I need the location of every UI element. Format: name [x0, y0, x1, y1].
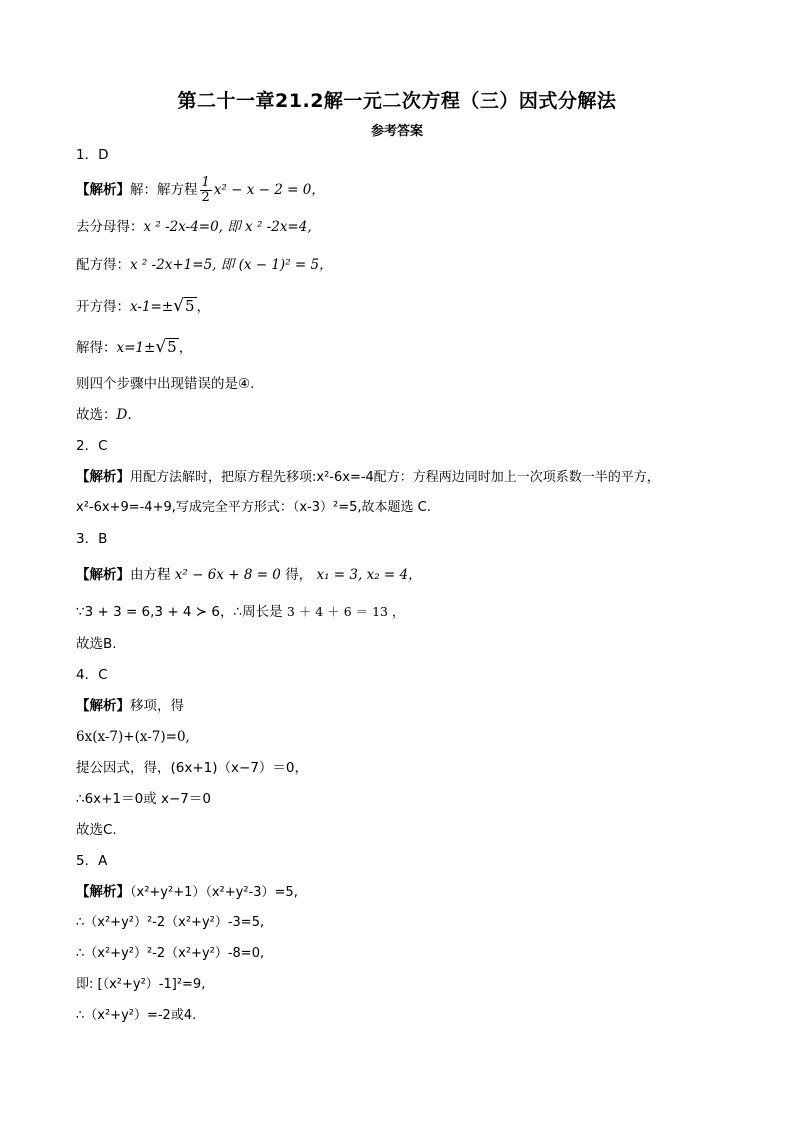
q1-step4: [76, 338, 192, 357]
q1-step4-label: 解得：: [76, 340, 117, 356]
q5-line2: ∴（x²+y²）²-2（x²+y²）-3=5,: [76, 915, 265, 930]
q3-line1-b: 得，: [285, 567, 313, 583]
q2-line1: [76, 468, 660, 487]
q3-analysis-label: 【解析】: [76, 567, 130, 583]
q4-answer: 4．C: [76, 667, 108, 683]
q3-perimeter: 3 ＋ 4 ＋ 6 ＝ 13 ，: [286, 604, 405, 619]
q5-line4: 即: [（x²+y²）-1]²=9,: [76, 977, 206, 992]
sqrt-icon: √: [155, 337, 167, 357]
q1-step3-label: 开方得：: [76, 299, 130, 315]
q2-analysis-label: 【解析】: [76, 469, 130, 485]
q1-step4-radicand: 5: [167, 338, 177, 356]
q2-text1: 用配方法解时，把原方程先移项:x²-6x=-4配方：方程两边同时加上一次项系数一半的平方，: [130, 470, 660, 485]
q1-step2-label: 配方得：: [76, 257, 130, 273]
q1-step4-text: x=1±: [116, 340, 156, 356]
q1-choice-end: .: [127, 407, 132, 423]
q1-answer: 1．D: [76, 147, 109, 163]
q1-step2-text: x ² -2x+1=5, 即: [130, 257, 235, 273]
page-subtitle: 参考答案: [370, 124, 423, 139]
q3-conclusion: 故选B.: [76, 636, 117, 652]
q1-step1: [76, 218, 312, 236]
q5-line5: ∴（x²+y²）=-2或4.: [76, 1008, 197, 1023]
q4-line4: ∴6x+1＝0或 x−7＝0: [76, 791, 211, 807]
q1-analysis-line: [76, 176, 325, 205]
q1-step3-text: x-1=±: [130, 299, 174, 315]
q3-line2: [76, 603, 404, 621]
q3-equation: x² − 6x + 8 = 0: [174, 567, 281, 583]
q3-line1-a: 由方程: [130, 567, 171, 583]
q1-step4-end: ，: [178, 340, 193, 356]
q1-fraction: [200, 176, 212, 205]
q1-step3: [76, 297, 210, 316]
q4-line2: 6x(x-7)+(x-7)=0,: [76, 729, 190, 745]
q1-frac-num: 1: [201, 175, 210, 190]
q5-line1: [76, 883, 298, 902]
q1-choice-label: 故选：: [76, 407, 117, 423]
sqrt-icon: √: [173, 296, 184, 316]
q3-line1: [76, 566, 422, 584]
q1-equation: x² − x − 2 = 0，: [213, 182, 325, 198]
q5-line3: ∴（x²+y²）²-2（x²+y²）-8=0,: [76, 946, 265, 961]
q1-frac-den: 2: [201, 190, 210, 205]
q3-answer: 3．B: [76, 531, 108, 547]
q5-answer: 5．A: [76, 853, 108, 869]
q1-step3-radicand: 5: [185, 297, 195, 315]
q5-analysis-label: 【解析】: [76, 884, 130, 900]
q4-line1: [76, 697, 184, 715]
page-title: 第二十一章21.2解一元二次方程（三）因式分解法: [177, 90, 617, 112]
q1-step1-label: 去分母得：: [76, 219, 144, 235]
q3-roots: x₁ = 3, x₂ = 4，: [316, 567, 422, 583]
q4-conclusion: 故选C.: [76, 822, 117, 838]
q1-intro: 解：解方程: [130, 182, 198, 198]
q1-step1-text: x ² -2x-4=0, 即 x ² -2x=4,: [143, 219, 312, 235]
q3-line2-a: ∵3 + 3 = 6,3 + 4 ≻ 6，∴周长是: [76, 604, 283, 620]
q1-step2-formula: (x − 1)² = 5，: [238, 257, 333, 273]
q1-choice: [76, 406, 132, 424]
q5-text1: （x²+y²+1）（x²+y²-3）=5,: [130, 885, 298, 900]
q1-step3-end: ，: [196, 299, 211, 315]
q4-text1: 移项，得: [130, 698, 184, 714]
q1-choice-value: D: [116, 407, 128, 423]
q1-conclusion: 则四个步骤中出现错误的是④.: [76, 376, 255, 392]
q2-line2: x²-6x+9=-4+9,写成完全平方形式：（x-3）²=5,故本题选 C.: [76, 500, 431, 515]
q1-analysis-label: 【解析】: [76, 182, 130, 198]
q2-answer: 2．C: [76, 438, 108, 454]
q1-step2: [76, 256, 333, 274]
q4-analysis-label: 【解析】: [76, 698, 130, 714]
q4-line3: 提公因式，得，(6x+1)（x−7）＝0，: [76, 760, 308, 776]
